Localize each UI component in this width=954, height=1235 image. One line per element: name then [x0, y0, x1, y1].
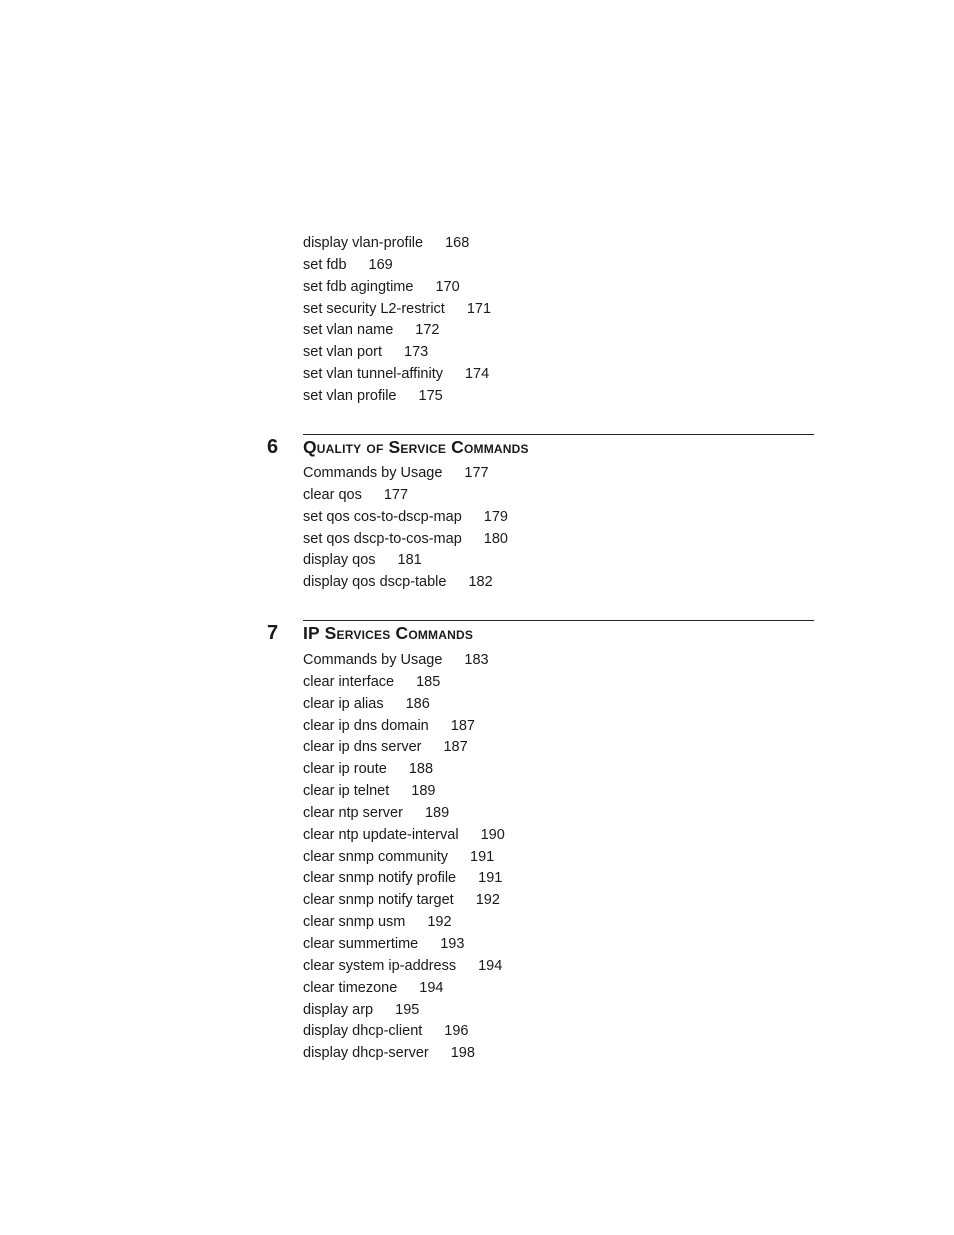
toc-entry-label: display dhcp-client [303, 1023, 423, 1040]
toc-entry[interactable] [303, 485, 508, 507]
toc-entry-label: set qos cos-to-dscp-map [303, 508, 462, 525]
toc-entry[interactable] [303, 342, 491, 364]
toc-entry[interactable] [303, 672, 505, 694]
continued-entry-list [303, 233, 491, 408]
toc-entry-page-number: 182 [468, 574, 493, 591]
toc-entry-label: clear snmp usm [303, 914, 406, 931]
toc-entry[interactable] [303, 781, 505, 803]
toc-entry[interactable] [303, 299, 491, 321]
toc-entry-page-number: 185 [416, 673, 441, 690]
chapter-6-title[interactable]: Quality of Service Commands [303, 437, 529, 457]
toc-entry-label: set fdb agingtime [303, 278, 414, 295]
toc-entry-page-number: 194 [478, 957, 503, 974]
toc-entry-page-number: 181 [397, 552, 422, 569]
toc-entry-page-number: 193 [440, 935, 465, 952]
toc-entry[interactable] [303, 650, 505, 672]
toc-entry-label: clear ip telnet [303, 783, 390, 800]
toc-entry-label: clear ntp server [303, 804, 403, 821]
toc-entry-page-number: 188 [408, 761, 434, 778]
toc-entry-label: clear timezone [303, 979, 398, 996]
toc-entry[interactable] [303, 572, 508, 594]
toc-entry-label: set vlan profile [303, 387, 397, 404]
toc-entry-page-number: 177 [383, 486, 409, 503]
toc-entry-label: display vlan-profile [303, 235, 424, 251]
toc-entry[interactable] [303, 825, 505, 847]
toc-entry[interactable] [303, 890, 505, 912]
toc-entry-label: display dhcp-server [303, 1045, 429, 1062]
toc-entry-page-number: 187 [443, 739, 468, 756]
toc-entry[interactable] [303, 463, 508, 485]
toc-entry[interactable] [303, 255, 491, 277]
toc-entry-label: clear interface [303, 673, 395, 690]
chapter-6-number: 6 [267, 436, 279, 458]
toc-entry[interactable] [303, 529, 508, 551]
toc-entry-label: clear ip route [303, 761, 387, 778]
toc-entry[interactable] [303, 934, 505, 956]
toc-entry[interactable] [303, 277, 491, 299]
toc-entry-page-number: 169 [368, 256, 393, 273]
toc-entry[interactable] [303, 550, 508, 572]
toc-entry-label: display qos dscp-table [303, 574, 447, 591]
toc-entry[interactable] [303, 1043, 505, 1065]
toc-entry[interactable] [303, 716, 505, 738]
toc-entry-page-number: 170 [435, 278, 460, 295]
toc-entry-label: set security L2-restrict [303, 300, 445, 317]
toc-entry[interactable] [303, 956, 505, 978]
toc-entry-page-number: 175 [418, 387, 443, 404]
toc-entry-page-number: 172 [415, 322, 440, 339]
toc-entry-label: clear system ip-address [303, 957, 457, 974]
toc-entry[interactable] [303, 737, 505, 759]
toc-entry-page-number: 187 [450, 717, 475, 734]
toc-entry-label: clear ip dns server [303, 739, 422, 756]
toc-entry[interactable] [303, 364, 491, 386]
toc-entry[interactable] [303, 320, 491, 342]
toc-entry-label: set vlan port [303, 344, 382, 361]
toc-entry-label: clear summertime [303, 935, 419, 952]
chapter-6-rule [303, 434, 814, 435]
toc-entry-label: set vlan name [303, 322, 394, 339]
toc-entry[interactable] [303, 803, 505, 825]
toc-entry-page-number: 191 [478, 870, 503, 887]
toc-entry-label: clear snmp community [303, 848, 449, 865]
toc-entry-page-number: 171 [466, 300, 492, 317]
toc-entry-page-number: 189 [411, 783, 436, 800]
chapter-6-entry-list [303, 463, 508, 594]
chapter-7-number: 7 [267, 622, 279, 644]
toc-entry-page-number: 179 [483, 508, 508, 525]
toc-entry-page-number: 192 [475, 892, 500, 909]
toc-entry-label: clear ntp update-interval [303, 826, 459, 843]
toc-entry-label: Commands by Usage [303, 465, 443, 481]
toc-entry-page-number: 173 [404, 344, 429, 361]
toc-entry-page-number: 192 [427, 914, 452, 931]
toc-entry[interactable] [303, 233, 491, 255]
toc-entry[interactable] [303, 1021, 505, 1043]
chapter-7-entry-list [303, 650, 505, 1065]
chapter-7-title[interactable]: IP Services Commands [303, 623, 474, 643]
toc-entry[interactable] [303, 507, 508, 529]
toc-entry-page-number: 189 [424, 804, 450, 821]
toc-entry-page-number: 183 [464, 652, 489, 668]
toc-entry-label: set fdb [303, 256, 347, 273]
toc-entry-label: set qos dscp-to-cos-map [303, 530, 462, 547]
toc-entry[interactable] [303, 847, 505, 869]
chapter-7-rule [303, 620, 814, 621]
toc-entry-label: display qos [303, 552, 376, 569]
toc-entry-page-number: 186 [405, 695, 430, 712]
toc-entry[interactable] [303, 978, 505, 1000]
toc-entry-page-number: 177 [464, 465, 489, 481]
toc-entry-page-number: 196 [444, 1023, 469, 1040]
toc-entry[interactable] [303, 386, 491, 408]
toc-entry-page-number: 194 [419, 979, 444, 996]
toc-entry-label: clear snmp notify target [303, 892, 454, 909]
toc-entry[interactable] [303, 694, 505, 716]
toc-entry-page-number: 168 [445, 235, 470, 251]
toc-entry-label: clear qos [303, 486, 362, 503]
toc-entry-page-number: 190 [480, 826, 505, 843]
toc-entry[interactable] [303, 912, 505, 934]
toc-entry-page-number: 191 [470, 848, 495, 865]
toc-entry-page-number: 198 [450, 1045, 475, 1062]
toc-entry-page-number: 180 [483, 530, 508, 547]
toc-entry-page-number: 174 [464, 366, 490, 383]
toc-entry-label: set vlan tunnel-affinity [303, 366, 443, 383]
toc-entry[interactable] [303, 868, 505, 890]
toc-entry-label: clear ip alias [303, 695, 384, 712]
toc-entry[interactable] [303, 759, 505, 781]
toc-entry-label: Commands by Usage [303, 652, 443, 668]
toc-entry-label: clear ip dns domain [303, 717, 429, 734]
toc-entry-page-number: 195 [395, 1001, 420, 1018]
toc-entry-label: clear snmp notify profile [303, 870, 457, 887]
toc-entry[interactable] [303, 1000, 505, 1022]
toc-entry-label: display arp [303, 1001, 374, 1018]
